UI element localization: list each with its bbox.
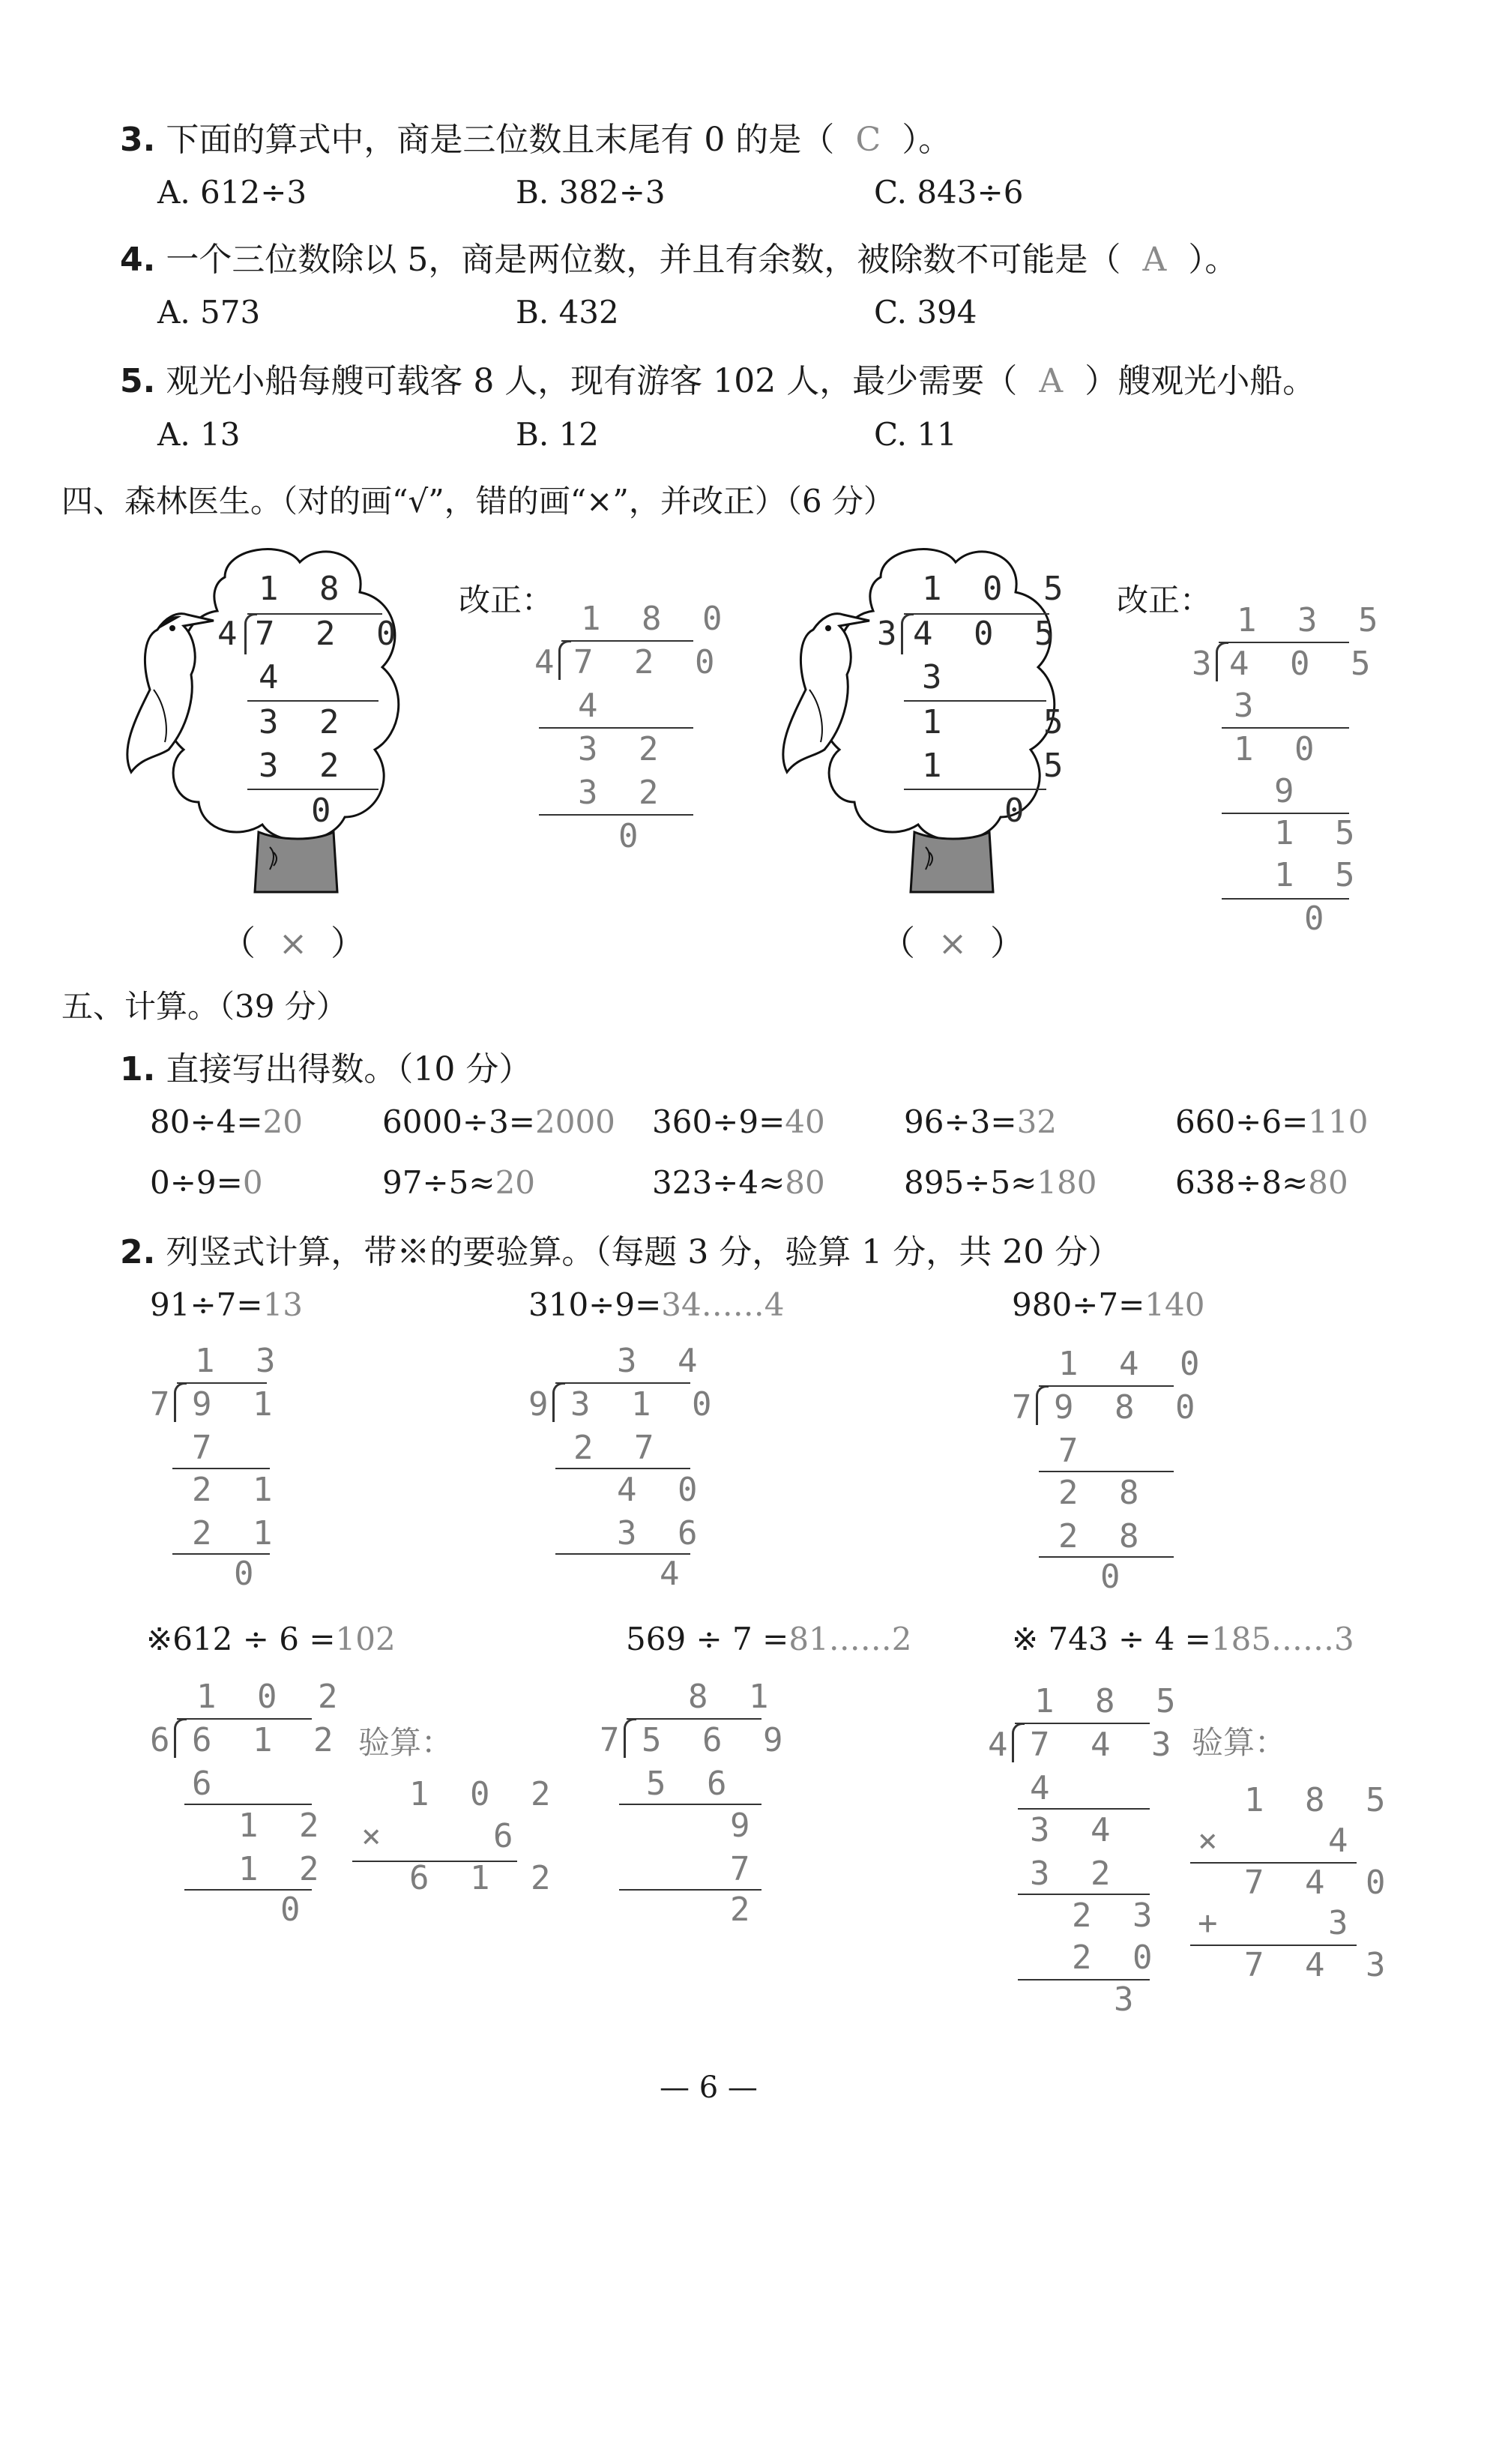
wrong-division-right — [877, 570, 1074, 830]
result: 0 — [242, 1164, 263, 1201]
plus-sign: + — [1198, 1904, 1228, 1942]
times-sign: × — [1198, 1822, 1228, 1860]
mental-calc — [652, 1103, 825, 1140]
result: 140 — [1144, 1286, 1205, 1323]
step-3: 1 2 — [238, 1850, 330, 1888]
division-bracket — [1012, 1723, 1025, 1762]
division-bracket — [624, 1718, 636, 1758]
written-calc-heading — [1012, 1621, 1354, 1657]
cross-mark: × — [938, 923, 968, 963]
divisor: 4 — [534, 643, 565, 681]
option-b: B. 382÷3 — [516, 174, 666, 211]
step-5: 2 0 — [1072, 1939, 1163, 1977]
mental-calc — [1175, 1103, 1368, 1140]
step-1: 4 — [578, 687, 609, 725]
divisor: 4 — [217, 615, 248, 653]
dividend: 6 1 2 — [192, 1721, 344, 1759]
question-3 — [120, 112, 951, 160]
question-number: 4. — [120, 241, 156, 279]
result: 32 — [1016, 1103, 1058, 1140]
dividend: 5 6 9 — [642, 1721, 794, 1759]
part-2-title — [120, 1225, 1121, 1273]
step-2: 4 0 — [617, 1471, 708, 1509]
mental-calc — [382, 1164, 535, 1201]
step-1: 6 — [192, 1765, 223, 1803]
remainder: 0 — [1304, 900, 1335, 938]
result: 20 — [262, 1103, 304, 1140]
result: 2000 — [535, 1103, 615, 1140]
division-bracket — [174, 1382, 187, 1422]
step-2: 1 5 — [922, 703, 1074, 741]
remainder: 0 — [1004, 792, 1035, 830]
option-c: C. 11 — [874, 416, 957, 453]
long-division-743-4 — [988, 1682, 1186, 2027]
step-2: 3 2 — [578, 730, 669, 768]
check-multiplication-743 — [1190, 1781, 1396, 2006]
divisor: 6 — [150, 1721, 181, 1759]
step-3: 7 — [730, 1850, 761, 1888]
remainder: 0 — [311, 792, 342, 830]
check-label: 验算： — [358, 1724, 453, 1761]
expression: ※612 ÷ 6 = — [146, 1621, 336, 1657]
division-bracket — [552, 1382, 565, 1422]
mental-calc — [904, 1164, 1097, 1201]
dividend: 7 2 0 — [573, 643, 726, 681]
expression: 980÷7= — [1012, 1286, 1145, 1323]
correction-label: 改正： — [1117, 582, 1212, 618]
addend: 3 — [1328, 1904, 1359, 1942]
expression: 97÷5≈ — [382, 1164, 495, 1201]
step-line — [1039, 1471, 1174, 1472]
step-1: 4 — [1030, 1769, 1061, 1807]
step-3: 3 2 — [1030, 1855, 1121, 1893]
long-division-569-7 — [600, 1678, 794, 1940]
written-calc-heading — [146, 1621, 396, 1657]
quotient: 1 8 — [259, 570, 350, 608]
long-division-612-6 — [150, 1678, 349, 1940]
remainder: 4 — [660, 1555, 690, 1593]
times-sign: × — [361, 1817, 392, 1855]
part-1-title — [120, 1042, 531, 1090]
expression: 660÷6= — [1175, 1103, 1309, 1140]
expression: 895÷5≈ — [904, 1164, 1037, 1201]
step-1: 7 — [192, 1429, 223, 1467]
paren-close: ） — [331, 923, 365, 963]
division-bracket — [174, 1718, 187, 1758]
question-text: 下面的算式中，商是三位数且末尾有 0 的是（ — [166, 121, 835, 159]
written-calc-heading — [1012, 1286, 1204, 1323]
result: 180 — [1037, 1164, 1097, 1201]
step-3: 3 2 — [578, 774, 669, 812]
quotient: 1 0 5 — [922, 570, 1074, 608]
judgement-right — [881, 916, 1025, 966]
option-b: B. 12 — [516, 416, 600, 453]
division-bracket — [558, 640, 571, 680]
step-4: 2 3 — [1072, 1897, 1163, 1935]
division-bracket — [1216, 642, 1228, 681]
written-calc-heading — [626, 1621, 912, 1657]
step-1: 4 — [259, 658, 289, 696]
multiplier: 4 — [1328, 1822, 1359, 1860]
section-4-title: 四、森林医生。（对的画“√”，错的画“×”，并改正）（6 分） — [61, 483, 895, 519]
part-text: 列竖式计算，带※的要验算。（每题 3 分，验算 1 分，共 20 分） — [166, 1233, 1121, 1271]
remainder: 3 — [1114, 1980, 1144, 2019]
question-5 — [120, 354, 1315, 402]
divisor: 3 — [1192, 645, 1222, 683]
step-2: 1 2 — [238, 1807, 330, 1845]
expression: 96÷3= — [904, 1103, 1017, 1140]
step-1: 7 — [1058, 1432, 1089, 1470]
remainder: 0 — [618, 817, 649, 855]
long-division-310-9 — [528, 1342, 723, 1604]
expression: 638÷8≈ — [1175, 1164, 1309, 1201]
division-bar — [1015, 1723, 1150, 1724]
answer: C — [855, 121, 881, 159]
step-line — [1222, 727, 1349, 729]
quotient: 1 0 2 — [196, 1678, 349, 1716]
option-a: A. 573 — [157, 294, 261, 331]
mental-calc — [150, 1103, 303, 1140]
step-3: 1 5 — [922, 747, 1074, 785]
expression: 80÷4= — [150, 1103, 263, 1140]
result: 40 — [785, 1103, 825, 1140]
result: 102 — [335, 1621, 396, 1657]
result: 81……2 — [788, 1621, 912, 1657]
step-line — [619, 1804, 761, 1805]
expression: 91÷7= — [150, 1286, 263, 1323]
dividend: 3 1 0 — [570, 1385, 723, 1424]
step-2: 2 1 — [192, 1471, 283, 1509]
division-bar — [1039, 1385, 1174, 1387]
division-bar — [177, 1382, 267, 1384]
option-a: A. 612÷3 — [157, 174, 307, 211]
dividend: 4 0 5 — [913, 615, 1065, 653]
mental-calc — [1175, 1164, 1348, 1201]
paren-close: ） — [990, 923, 1025, 963]
multiplier: 6 — [493, 1817, 524, 1855]
written-calc-heading — [150, 1286, 303, 1323]
step-line — [539, 814, 693, 816]
quotient: 3 4 — [617, 1342, 708, 1380]
step-line — [184, 1804, 312, 1805]
remainder: 0 — [1100, 1558, 1131, 1596]
cross-mark: × — [278, 923, 308, 963]
question-4 — [120, 232, 1237, 280]
division-bracket — [901, 613, 914, 654]
divisor: 9 — [528, 1385, 559, 1424]
correct-division-left — [528, 600, 733, 855]
question-text: 观光小船每艘可载客 8 人，现有游客 102 人，最少需要（ — [166, 362, 1018, 400]
step-4: 1 5 — [1274, 814, 1366, 852]
answer: A — [1039, 362, 1064, 400]
multiplicand: 1 0 2 — [409, 1775, 561, 1813]
result: 110 — [1308, 1103, 1369, 1140]
step-line — [904, 789, 1046, 790]
part-text: 直接写出得数。（10 分） — [166, 1050, 532, 1088]
expression: 360÷9= — [652, 1103, 785, 1140]
page-number: — 6 — — [660, 2070, 758, 2105]
division-bar — [561, 640, 693, 642]
step-5: 1 5 — [1274, 856, 1366, 894]
step-2: 3 2 — [259, 703, 350, 741]
division-bar — [555, 1382, 690, 1384]
step-line — [1018, 1894, 1150, 1895]
remainder: 0 — [234, 1555, 265, 1593]
step-1: 3 — [1234, 687, 1264, 725]
dividend: 9 1 — [192, 1385, 283, 1424]
question-close: ）。 — [1188, 241, 1238, 279]
part-number: 2. — [120, 1233, 156, 1271]
dividend: 7 2 0 — [255, 615, 407, 653]
expression: 6000÷3= — [382, 1103, 535, 1140]
step-line — [539, 727, 693, 729]
expression: 569 ÷ 7 = — [626, 1621, 789, 1657]
mental-calc — [150, 1164, 263, 1201]
question-number: 5. — [120, 362, 156, 400]
result: 13 — [262, 1286, 304, 1323]
product: 6 1 2 — [409, 1859, 561, 1897]
divisor: 3 — [877, 615, 908, 653]
quotient: 1 4 0 — [1058, 1345, 1210, 1383]
option-c: C. 843÷6 — [874, 174, 1024, 211]
dividend: 4 0 5 — [1229, 645, 1381, 683]
step-line — [555, 1468, 690, 1469]
paren-open: （ — [881, 923, 915, 963]
step-3: 9 — [1274, 772, 1305, 810]
quotient: 1 3 — [195, 1342, 286, 1380]
part-number: 1. — [120, 1050, 156, 1088]
judgement-left — [221, 916, 365, 966]
step-line — [1018, 1808, 1150, 1810]
division-bar — [177, 1718, 312, 1720]
step-line — [247, 789, 378, 790]
paren-open: （ — [221, 923, 256, 963]
mental-calc — [652, 1164, 825, 1201]
product: 7 4 0 — [1244, 1864, 1396, 1902]
step-2: 2 8 — [1058, 1474, 1150, 1512]
step-2: 1 0 — [1234, 730, 1325, 768]
result: 80 — [1308, 1164, 1348, 1201]
divisor: 4 — [988, 1726, 1019, 1764]
multiplicand: 1 8 5 — [1244, 1781, 1396, 1819]
step-3: 2 1 — [192, 1514, 283, 1552]
remainder: 2 — [730, 1891, 761, 1929]
quotient: 1 8 5 — [1034, 1682, 1186, 1720]
option-b: B. 432 — [516, 294, 619, 331]
step-3: 3 2 — [259, 747, 350, 785]
mental-calc — [382, 1103, 615, 1140]
long-division-980-7 — [1012, 1345, 1210, 1607]
result: 80 — [785, 1164, 825, 1201]
step-1: 2 7 — [573, 1429, 665, 1467]
step-line — [904, 700, 1046, 702]
step-3: 2 8 — [1058, 1517, 1150, 1555]
quotient: 1 8 0 — [581, 600, 733, 638]
divisor: 7 — [150, 1385, 181, 1424]
step-3: 3 6 — [617, 1514, 708, 1552]
expression: 323÷4≈ — [652, 1164, 785, 1201]
step-line — [172, 1468, 270, 1469]
remainder: 0 — [280, 1891, 311, 1929]
expression: 0÷9= — [150, 1164, 243, 1201]
quotient: 1 3 5 — [1237, 601, 1389, 639]
question-number: 3. — [120, 121, 156, 159]
mental-calc — [904, 1103, 1057, 1140]
correction-label: 改正： — [459, 582, 554, 618]
result: 34……4 — [661, 1286, 785, 1323]
result: 20 — [495, 1164, 536, 1201]
question-close: ）艘观光小船。 — [1085, 362, 1316, 400]
divisor: 7 — [600, 1721, 630, 1759]
correct-division-right — [1192, 601, 1389, 946]
check-label: 验算： — [1192, 1724, 1287, 1761]
written-calc-heading — [528, 1286, 784, 1323]
check-multiplication-612 — [352, 1775, 561, 1925]
dividend: 9 8 0 — [1054, 1388, 1206, 1427]
section-5-title: 五、计算。（39 分） — [61, 988, 348, 1025]
expression: 310÷9= — [528, 1286, 662, 1323]
divisor: 7 — [1012, 1388, 1043, 1427]
option-a: A. 13 — [157, 416, 241, 453]
option-c: C. 394 — [874, 294, 977, 331]
sum: 7 4 3 — [1244, 1946, 1396, 1984]
division-bar — [627, 1718, 761, 1720]
expression: ※ 743 ÷ 4 = — [1012, 1621, 1211, 1657]
long-division-91-7 — [150, 1342, 300, 1604]
division-bar — [1219, 642, 1349, 643]
step-1: 3 — [922, 658, 953, 696]
question-close: ）。 — [902, 121, 952, 159]
wrong-division-left — [217, 570, 407, 830]
dividend: 7 4 3 — [1030, 1726, 1182, 1764]
step-1: 5 6 — [646, 1765, 738, 1803]
step-2: 3 4 — [1030, 1811, 1121, 1849]
result: 185……3 — [1210, 1621, 1354, 1657]
step-2: 9 — [730, 1807, 761, 1845]
quotient: 8 1 — [688, 1678, 779, 1716]
division-bracket — [1036, 1385, 1049, 1425]
step-line — [247, 700, 378, 702]
answer: A — [1142, 241, 1167, 279]
question-text: 一个三位数除以 5，商是两位数，并且有余数，被除数不可能是（ — [166, 241, 1121, 279]
